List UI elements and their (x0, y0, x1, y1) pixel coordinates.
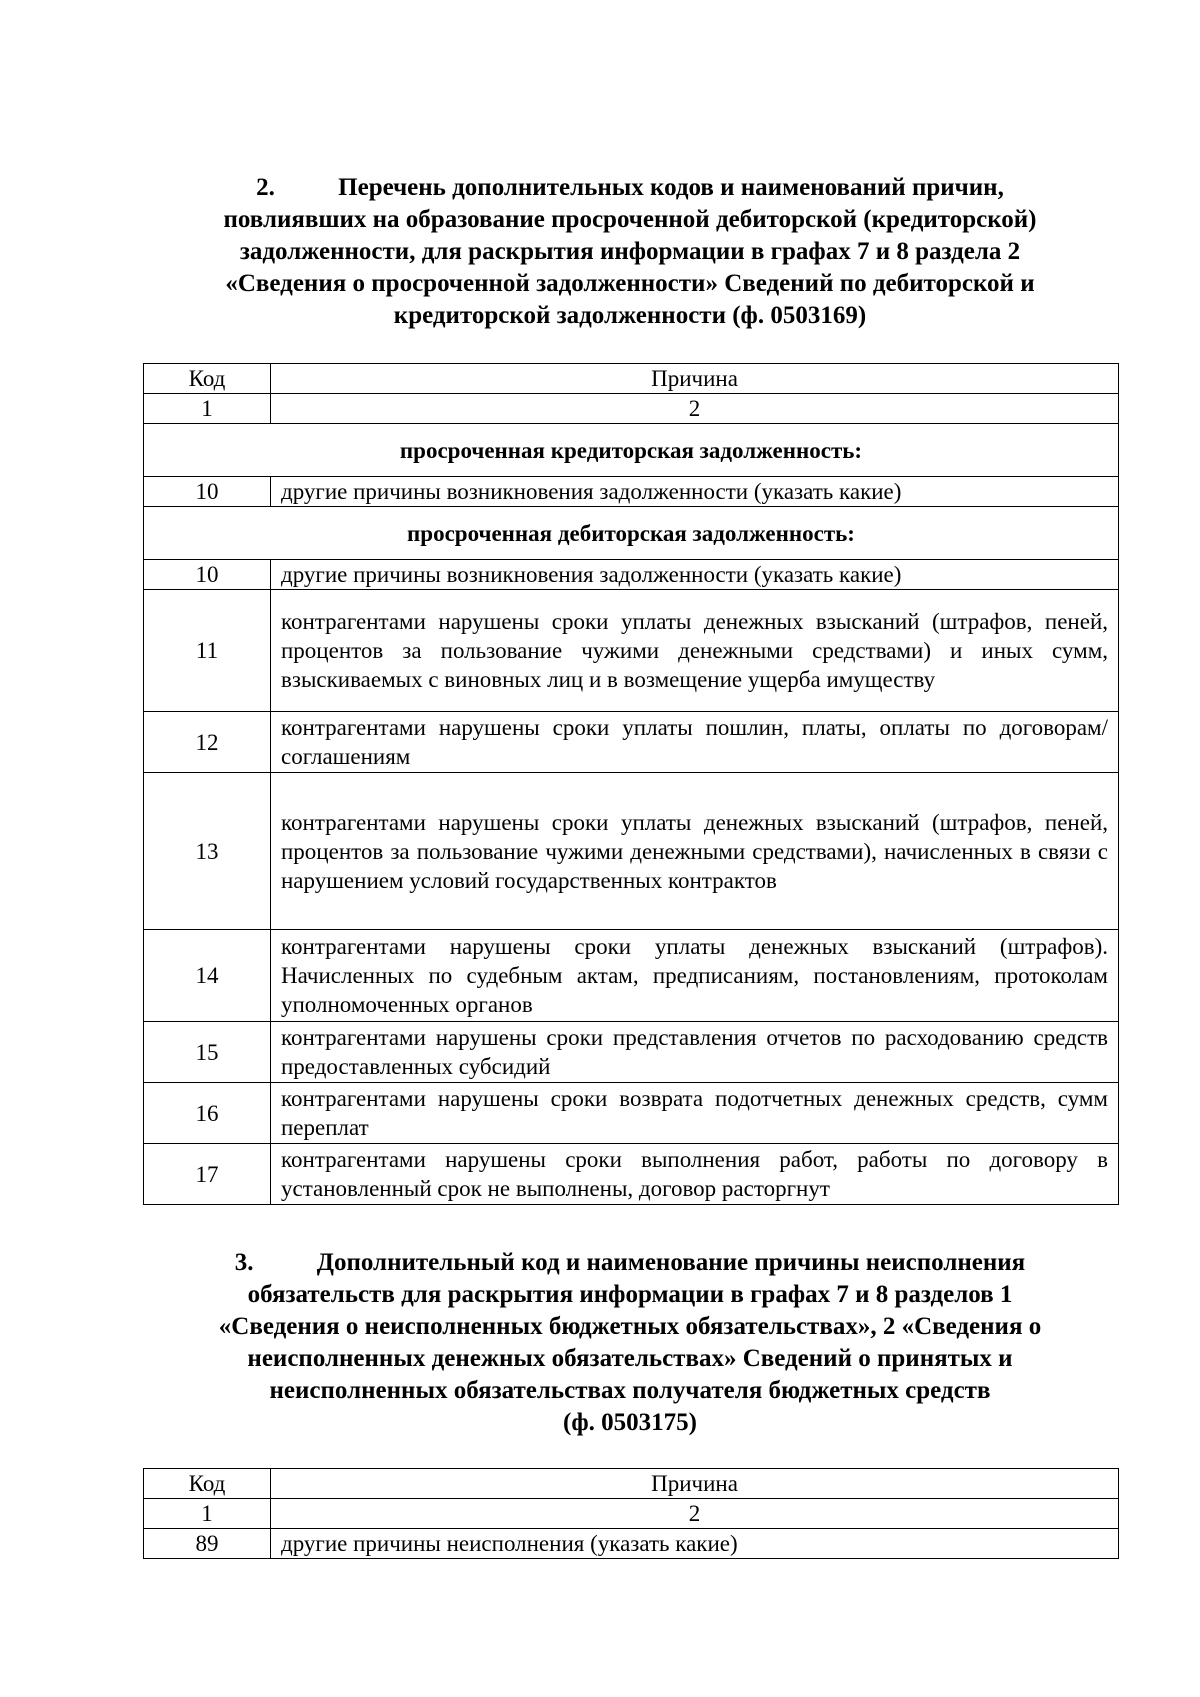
row-code: 14 (144, 930, 271, 1022)
col-header-reason: Причина (271, 364, 1119, 394)
col-number-1: 1 (144, 1499, 271, 1529)
section-2-title-line-3: задолженности, для раскрытия информации в графах 7 и 8 раздела 2 (239, 238, 1021, 265)
table-column-number-row (144, 394, 1119, 424)
row-code: 12 (144, 712, 271, 773)
row-code: 15 (144, 1022, 271, 1083)
section-3-title-line-1: 3. Дополнительный код и наименование причины неисполнения (140, 1247, 1120, 1279)
row-code: 16 (144, 1083, 271, 1144)
section-3-title-line-5: неисполненных обязательствах получателя бюджетных средств (269, 1377, 991, 1404)
group-row-receivable (144, 507, 1119, 560)
group-row-payable (144, 424, 1119, 477)
row-reason: другие причины возникновения задолженности (указать какие) (271, 477, 1119, 507)
col-number-1: 1 (144, 394, 271, 424)
section-3-heading (140, 1247, 1120, 1439)
section-3-title-line-3: «Сведения о неисполненных бюджетных обязательствах», 2 «Сведения о (218, 1313, 1042, 1340)
col-header-code: Код (144, 364, 271, 394)
row-reason: другие причины возникновения задолженности (указать какие) (271, 560, 1119, 590)
table-row (144, 1083, 1119, 1144)
group-label-payable: просроченная кредиторская задолженность: (144, 424, 1119, 477)
table-header-row (144, 1469, 1119, 1499)
col-header-reason: Причина (271, 1469, 1119, 1499)
row-code: 10 (144, 477, 271, 507)
section-2-title-line-4: «Сведения о просроченной задолженности» Сведений по дебиторской и (225, 270, 1035, 297)
row-reason: контрагентами нарушены сроки уплаты денежных взысканий (штрафов, пеней, процентов за пользование чужими денежными средствами) и иных сумм, взыскиваемых с виновных лиц и в возмещение ущерба имуществу (271, 590, 1119, 712)
row-reason: контрагентами нарушены сроки представления отчетов по расходованию средств предоставленных субсидий (271, 1022, 1119, 1083)
col-number-2: 2 (271, 394, 1119, 424)
table-row (144, 590, 1119, 712)
row-code: 13 (144, 773, 271, 930)
col-header-code: Код (144, 1469, 271, 1499)
table-row (144, 1022, 1119, 1083)
table-row (144, 712, 1119, 773)
section-2-title-line-1: 2. Перечень дополнительных кодов и наименований причин, (140, 172, 1120, 204)
table-row (144, 1144, 1119, 1205)
row-reason: контрагентами нарушены сроки уплаты денежных взысканий (штрафов, пеней, процентов за пользование чужими денежными средствами), начисленных в связи с нарушением условий государственных контрактов (271, 773, 1119, 930)
table-row (144, 1529, 1119, 1559)
table-row (144, 560, 1119, 590)
table-column-number-row (144, 1499, 1119, 1529)
section-3-table (143, 1468, 1119, 1559)
section-3-title-line-6: (ф. 0503175) (563, 1409, 697, 1436)
row-reason: контрагентами нарушены сроки уплаты пошлин, платы, оплаты по договорам/соглашениям (271, 712, 1119, 773)
group-label-receivable: просроченная дебиторская задолженность: (144, 507, 1119, 560)
section-2-table (143, 363, 1119, 1205)
section-2-heading (140, 172, 1120, 332)
section-2-title-line-5: кредиторской задолженности (ф. 0503169) (393, 302, 867, 329)
section-2-title-line-2: повлиявших на образование просроченной дебиторской (кредиторской) (223, 206, 1037, 233)
row-reason: контрагентами нарушены сроки выполнения работ, работы по договору в установленный срок не выполнены, договор расторгнут (271, 1144, 1119, 1205)
section-3-title-line-4: неисполненных денежных обязательствах» Сведений о принятых и (247, 1345, 1013, 1372)
row-reason: контрагентами нарушены сроки уплаты денежных взысканий (штрафов). Начисленных по судебным актам, предписаниям, постановлениям, протоколам уполномоченных органов (271, 930, 1119, 1022)
table-row (144, 930, 1119, 1022)
row-reason: контрагентами нарушены сроки возврата подотчетных денежных средств, сумм переплат (271, 1083, 1119, 1144)
table-row (144, 773, 1119, 930)
section-3-title-line-2: обязательств для раскрытия информации в графах 7 и 8 разделов 1 (247, 1281, 1013, 1308)
row-code: 11 (144, 590, 271, 712)
section-2-number: 2. (256, 174, 275, 201)
row-code: 17 (144, 1144, 271, 1205)
row-code: 10 (144, 560, 271, 590)
table-header-row (144, 364, 1119, 394)
table-row (144, 477, 1119, 507)
row-reason: другие причины неисполнения (указать какие) (271, 1529, 1119, 1559)
col-number-2: 2 (271, 1499, 1119, 1529)
row-code: 89 (144, 1529, 271, 1559)
section-3-number: 3. (234, 1249, 254, 1276)
